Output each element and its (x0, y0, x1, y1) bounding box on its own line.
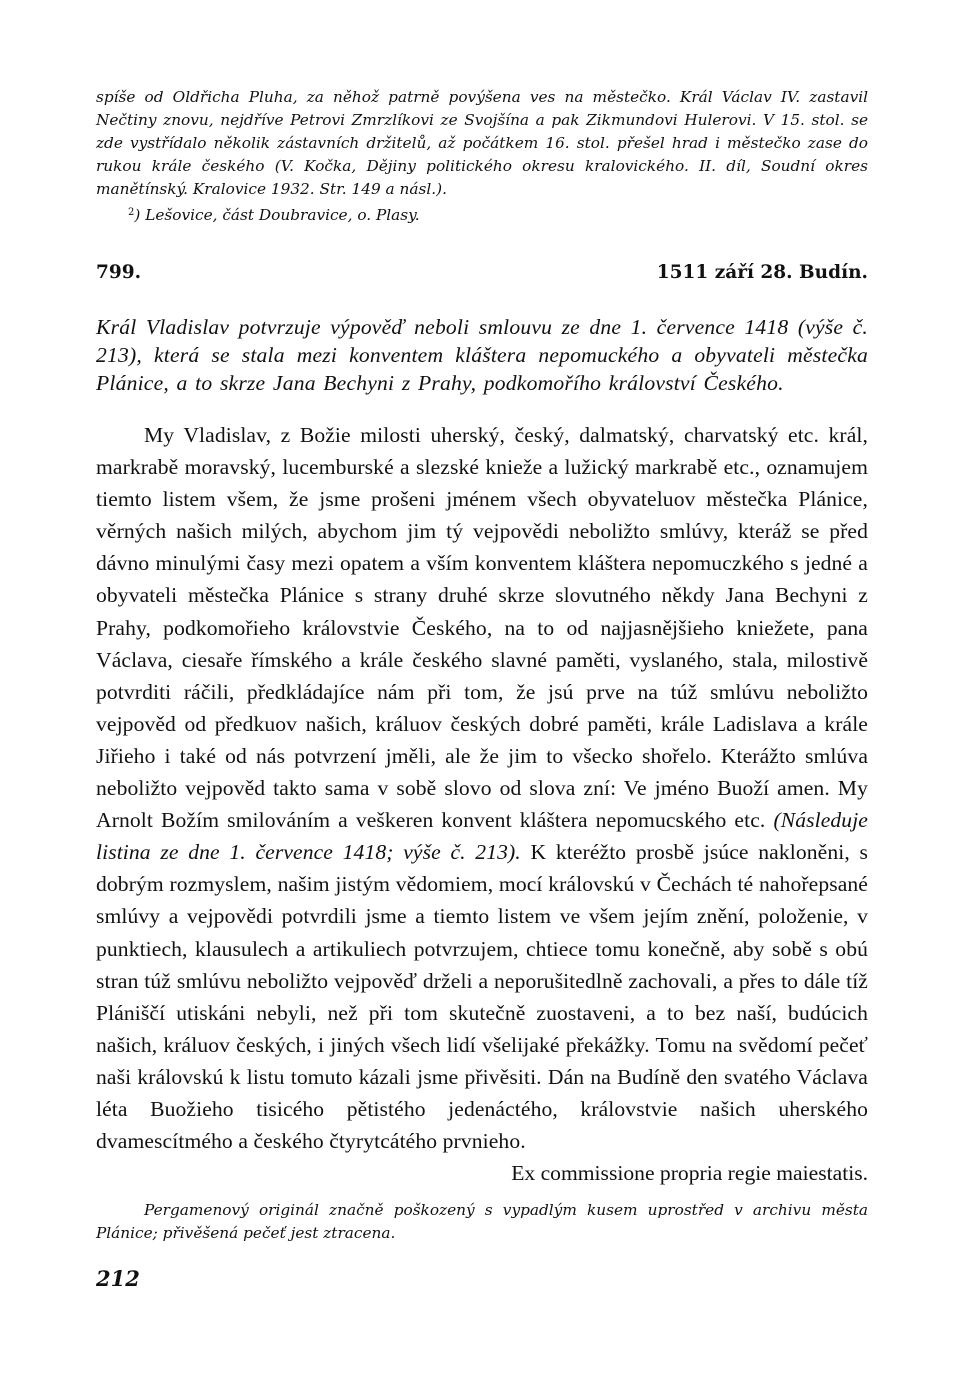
charter-paragraph (96, 419, 868, 1157)
footnotes (96, 86, 868, 227)
footnote-2 (96, 201, 868, 227)
charter-body (96, 419, 868, 1157)
charter-editorial-insert: (Následuje listina ze dne 1. července 1418; výše č. 213). (96, 808, 868, 865)
footnote-2-marker: 2 (128, 207, 135, 218)
document-heading (96, 261, 868, 285)
source-note-text: Pergamenový originál značně poškozený s vypadlým kusem uprostřed v archivu města Plánice; přivěšená pečeť jest ztracena. (96, 1201, 868, 1243)
charter-text-part-2: K kteréžto prosbě jsúce nakloněni, s dobrým rozmyslem, našim jistým vědomiem, mocí královskú v Čechách té nahořepsané smlúvy a vejpovědi potvrdili jsme a tiemto listem ve všem jejím znění, položenie, v punktiech, klausulech a artikuliech potvrzujem, chtiece tomu konečně, aby sobě s obú stran túž smlúvu neboližto vejpověď drželi a neporušitedlně zachovali, a přes to dále tíž Plániščí utiskáni nebyli, než při tom skutečně zuostaveni, a to bez naší, budúcich našich, králuov českých, i jiných všech lidí všelijaké překážky. Tomu na svědomí pečeť naši královskú k listu tomuto kázali jsme přivěsiti. Dán na Budíně den svatého Václava léta Buožieho tisicého pětistého jedenáctého, královstvie našich uherského dvamescítmého a českého čtyrytcátého prvnieho. (96, 840, 868, 1154)
footnote-1: spíše od Oldřicha Pluha, za něhož patrně povýšena ves na městečko. Král Václav IV. zastavil Nečtiny znovu, nejdříve Petrovi Zmrzlíkovi ze Svojšína a pak Zikmundovi Hulerovi. V 15. stol. se zde vystřídalo několik zástavních držitelů, až počátkem 16. stol. přešel hrad i městečko zase do rukou krále českého (V. Kočka, Dějiny politického okresu kralovického. II. díl, Soudní okres manětínský. Kralovice 1932. Str. 149 a násl.). (96, 88, 868, 198)
document-date-place: 1511 září 28. Budín. (656, 262, 868, 283)
footnote-2-text: ) Lešovice, část Doubravice, o. Plasy. (134, 206, 420, 224)
document-number: 799. (96, 262, 142, 283)
page-number: 212 (96, 1266, 140, 1291)
document-page (96, 86, 868, 1245)
regest (96, 313, 868, 397)
regest-text: Král Vladislav potvrzuje výpověď neboli smlouvu ze dne 1. července 1418 (výše č. 213), která se stala mezi konventem kláštera nepomuckého a obyvateli městečka Plánice, a to skrze Jana Bechyni z Prahy, podkomořího království Českého. (96, 315, 868, 395)
source-note (96, 1199, 868, 1245)
charter-text-part-1: My Vladislav, z Božie milosti uherský, český, dalmatský, charvatský etc. král, markrabě moravský, lucemburské a slezské knieže a lužický markrabě etc., oznamujem tiemto listem všem, že jsme prošeni jménem všech obyvateluov městečka Plánice, věrných našich milých, abychom jim tý vejpovědi neboližto smlúvy, kteráž se před dávno minulými časy mezi opatem a vším konventem kláštera nepomuczkého s jedné a obyvateli městečka Plánice s strany druhé skrze slovutného někdy Jana Bechyni z Prahy, podkomořieho královstvie Českého, na to od najjasnějšieho kniežete, pana Václava, ciesaře římského a krále českého slavné paměti, vyslaného, stala, milostivě potvrditi ráčili, předkládajíce nám při tom, že jsú prve na túž smlúvu neboližto vejpověd od předkuov našich, králuov českých dobré paměti, krále Ladislava a krále Jiřieho i také od nás potvrzení jměli, ale že jim to všecko shořelo. Kterážto smlúva neboližto vejpověd takto sama v sobě slovo od slova zní: Ve jméno Buoží amen. My Arnolt Božím smilováním a veškeren konvent kláštera nepomucského etc. (96, 423, 868, 833)
chancery-formula: Ex commissione propria regie maiestatis. (511, 1161, 868, 1186)
